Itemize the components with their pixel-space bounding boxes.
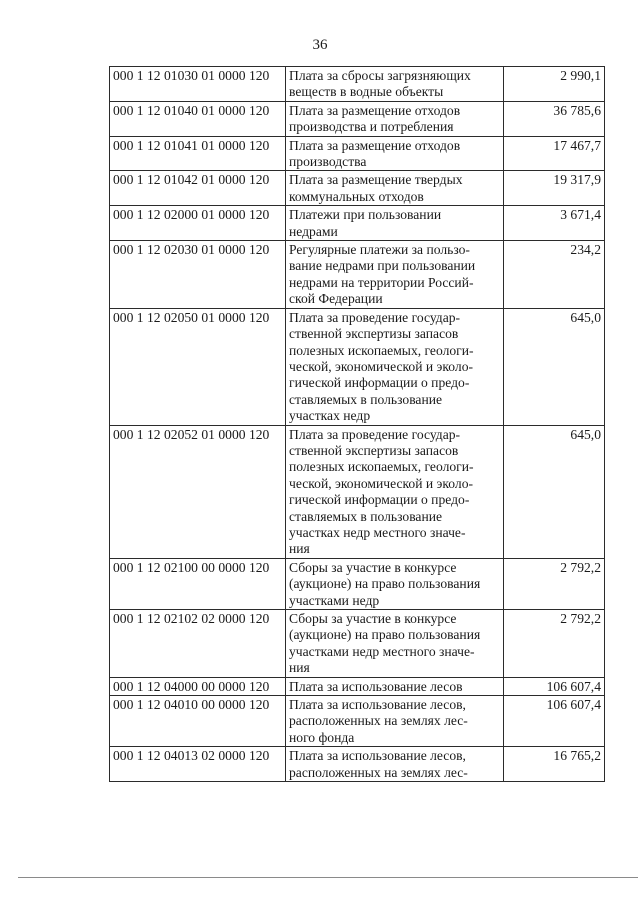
budget-code-cell: 000 1 12 02030 01 0000 120 <box>110 241 286 309</box>
budget-code-cell: 000 1 12 01030 01 0000 120 <box>110 67 286 102</box>
revenue-name-cell: Плата за размещение отходов производства и потребления <box>286 101 504 136</box>
revenue-name-cell: Сборы за участие в конкурсе (аукционе) на право пользования участками недр <box>286 558 504 609</box>
budget-code-cell: 000 1 12 02050 01 0000 120 <box>110 308 286 425</box>
page-number: 36 <box>312 37 328 53</box>
revenue-name-cell: Платежи при пользовании недрами <box>286 206 504 241</box>
budget-code-cell: 000 1 12 04010 00 0000 120 <box>110 696 286 747</box>
table-row <box>110 241 605 309</box>
amount-cell: 106 607,4 <box>504 696 605 747</box>
revenue-name-cell: Сборы за участие в конкурсе (аукционе) на право пользования участками недр местного значе- ния <box>286 610 504 678</box>
table-row <box>110 747 605 782</box>
budget-code-cell: 000 1 12 04000 00 0000 120 <box>110 677 286 695</box>
amount-cell: 19 317,9 <box>504 171 605 206</box>
amount-cell: 2 990,1 <box>504 67 605 102</box>
budget-code-cell: 000 1 12 02000 01 0000 120 <box>110 206 286 241</box>
revenue-name-cell: Плата за использование лесов, расположенных на землях лес- <box>286 747 504 782</box>
budget-code-cell: 000 1 12 02100 00 0000 120 <box>110 558 286 609</box>
revenue-name-cell: Плата за размещение отходов производства <box>286 136 504 171</box>
table-row <box>110 308 605 425</box>
revenue-name-cell: Регулярные платежи за пользо- вание недрами при пользовании недрами на территории Россий- ской Федерации <box>286 241 504 309</box>
amount-cell: 645,0 <box>504 308 605 425</box>
table-row <box>110 696 605 747</box>
amount-cell: 3 671,4 <box>504 206 605 241</box>
amount-cell: 16 765,2 <box>504 747 605 782</box>
budget-code-cell: 000 1 12 02102 02 0000 120 <box>110 610 286 678</box>
table-row <box>110 206 605 241</box>
table-row <box>110 171 605 206</box>
amount-cell: 106 607,4 <box>504 677 605 695</box>
amount-cell: 36 785,6 <box>504 101 605 136</box>
amount-cell: 2 792,2 <box>504 558 605 609</box>
revenue-name-cell: Плата за использование лесов <box>286 677 504 695</box>
amount-cell: 645,0 <box>504 425 605 558</box>
revenue-name-cell: Плата за использование лесов, расположенных на землях лес- ного фонда <box>286 696 504 747</box>
table-row <box>110 101 605 136</box>
budget-code-cell: 000 1 12 04013 02 0000 120 <box>110 747 286 782</box>
page-bottom-divider <box>18 877 638 878</box>
table-row <box>110 425 605 558</box>
table-row <box>110 136 605 171</box>
budget-code-cell: 000 1 12 01040 01 0000 120 <box>110 101 286 136</box>
amount-cell: 2 792,2 <box>504 610 605 678</box>
budget-code-cell: 000 1 12 01041 01 0000 120 <box>110 136 286 171</box>
budget-code-cell: 000 1 12 02052 01 0000 120 <box>110 425 286 558</box>
budget-revenue-table <box>109 66 605 782</box>
revenue-name-cell: Плата за сбросы загрязняющих веществ в водные объекты <box>286 67 504 102</box>
revenue-name-cell: Плата за проведение государ- ственной экспертизы запасов полезных ископаемых, геологи- ческой, экономической и эколо- гической информации о предо- ставляемых в пользование участках недр <box>286 308 504 425</box>
revenue-name-cell: Плата за проведение государ- ственной экспертизы запасов полезных ископаемых, геологи- ческой, экономической и эколо- гической информации о предо- ставляемых в пользование участках недр местного значе- ния <box>286 425 504 558</box>
amount-cell: 234,2 <box>504 241 605 309</box>
table-row <box>110 67 605 102</box>
revenue-name-cell: Плата за размещение твердых коммунальных отходов <box>286 171 504 206</box>
table-row <box>110 677 605 695</box>
table-row <box>110 558 605 609</box>
table-row <box>110 610 605 678</box>
amount-cell: 17 467,7 <box>504 136 605 171</box>
budget-code-cell: 000 1 12 01042 01 0000 120 <box>110 171 286 206</box>
